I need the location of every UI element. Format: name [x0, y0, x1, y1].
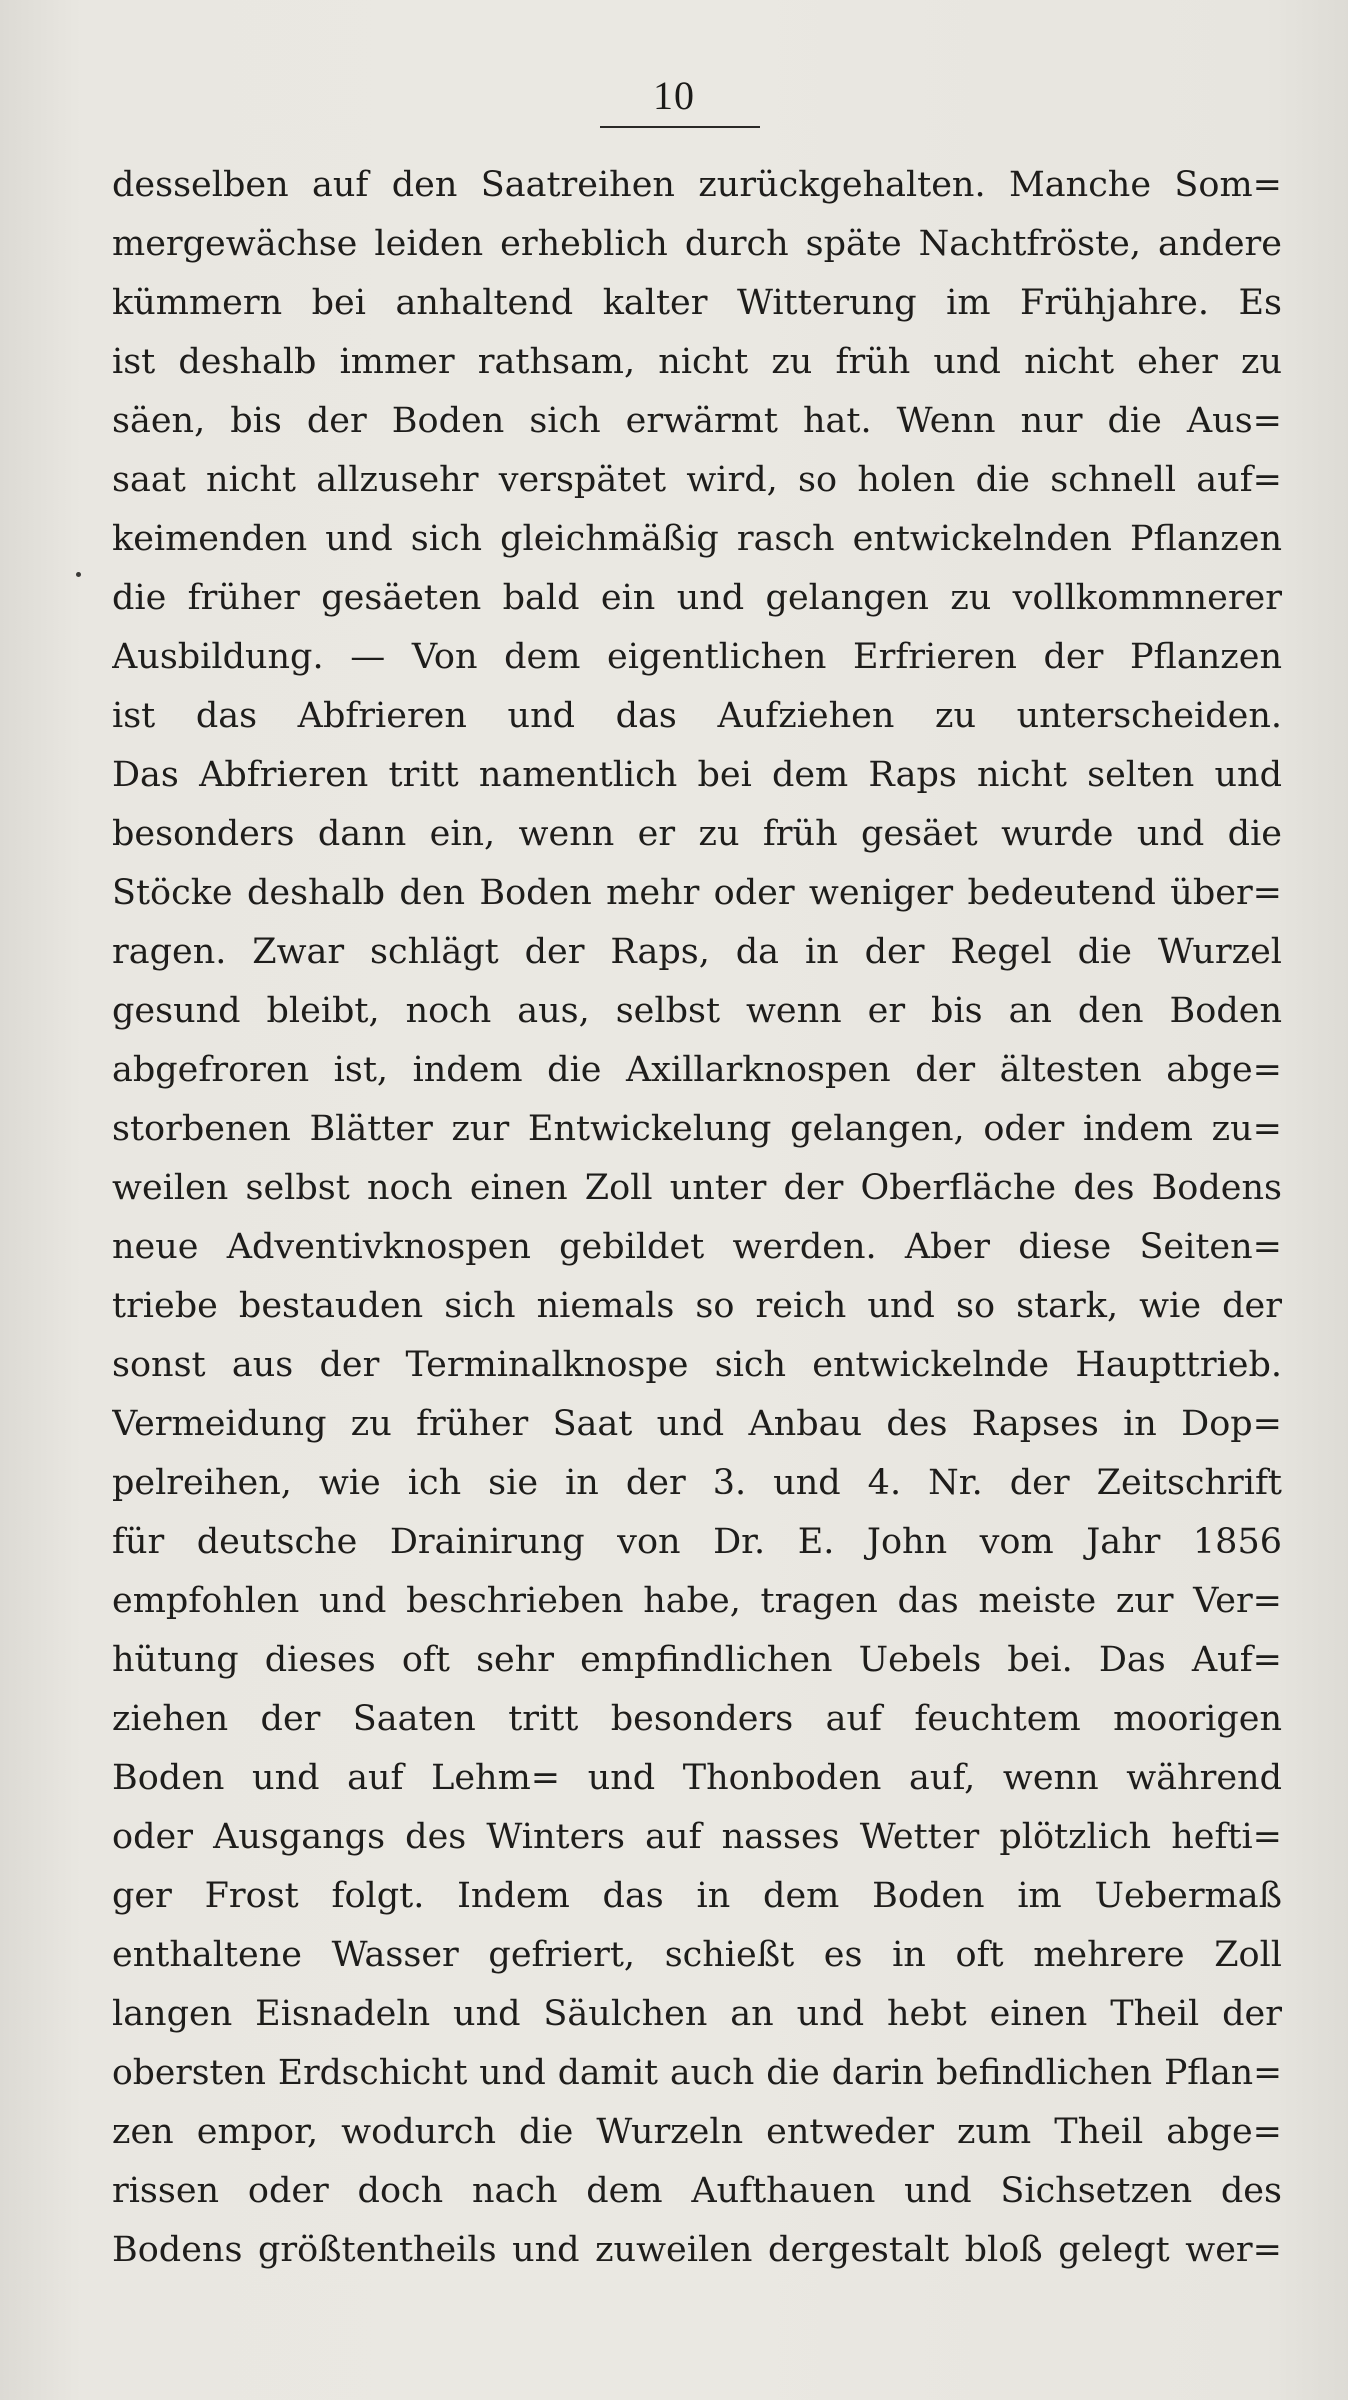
text-line: neue Adventivknospen gebildet werden. Aber diese Seiten= [112, 1227, 1282, 1267]
header-rule [600, 126, 760, 128]
text-line: abgefroren ist, indem die Axillarknospen der ältesten abge= [112, 1050, 1282, 1090]
text-line: die früher gesäeten bald ein und gelangen zu vollkommnerer [112, 578, 1282, 618]
text-line: ziehen der Saaten tritt besonders auf feuchtem moorigen [112, 1699, 1282, 1739]
text-line: für deutsche Drainirung von Dr. E. John vom Jahr 1856 [112, 1522, 1282, 1562]
text-line: hütung dieses oft sehr empfindlichen Uebels bei. Das Auf= [112, 1640, 1282, 1680]
text-line: pelreihen, wie ich sie in der 3. und 4. Nr. der Zeitschrift [112, 1463, 1282, 1503]
text-line: gesund bleibt, noch aus, selbst wenn er bis an den Boden [112, 991, 1282, 1031]
text-line: keimenden und sich gleichmäßig rasch entwickelnden Pflanzen [112, 519, 1282, 559]
text-line: ragen. Zwar schlägt der Raps, da in der Regel die Wurzel [112, 932, 1282, 972]
text-line: ist das Abfrieren und das Aufziehen zu unterscheiden. [112, 696, 1282, 736]
body-text [112, 156, 1282, 2280]
text-line: Das Abfrieren tritt namentlich bei dem Raps nicht selten und [112, 755, 1282, 795]
text-line: kümmern bei anhaltend kalter Witterung im Frühjahre. Es [112, 283, 1282, 323]
text-line: triebe bestauden sich niemals so reich und so stark, wie der [112, 1286, 1282, 1326]
text-line: Vermeidung zu früher Saat und Anbau des Rapses in Dop= [112, 1404, 1282, 1444]
text-line: desselben auf den Saatreihen zurückgehalten. Manche Som= [112, 165, 1282, 205]
text-line: langen Eisnadeln und Säulchen an und hebt einen Theil der [112, 1994, 1282, 2034]
text-line: sonst aus der Terminalknospe sich entwickelnde Haupttrieb. [112, 1345, 1282, 1385]
text-line: Boden und auf Lehm= und Thonboden auf, wenn während [112, 1758, 1282, 1798]
text-line: enthaltene Wasser gefriert, schießt es in oft mehrere Zoll [112, 1935, 1282, 1975]
text-line: ist deshalb immer rathsam, nicht zu früh und nicht eher zu [112, 342, 1282, 382]
text-line: saat nicht allzusehr verspätet wird, so holen die schnell auf= [112, 460, 1282, 500]
margin-mark [76, 572, 81, 577]
text-line: ger Frost folgt. Indem das in dem Boden im Uebermaß [112, 1876, 1282, 1916]
text-line: obersten Erdschicht und damit auch die darin befindlichen Pflan= [112, 2053, 1282, 2093]
text-line: empfohlen und beschrieben habe, tragen das meiste zur Ver= [112, 1581, 1282, 1621]
text-line: mergewächse leiden erheblich durch späte Nachtfröste, andere [112, 224, 1282, 264]
text-line: storbenen Blätter zur Entwickelung gelangen, oder indem zu= [112, 1109, 1282, 1149]
text-line: rissen oder doch nach dem Aufthauen und Sichsetzen des [112, 2171, 1282, 2211]
text-line: zen empor, wodurch die Wurzeln entweder zum Theil abge= [112, 2112, 1282, 2152]
text-line: oder Ausgangs des Winters auf nasses Wetter plötzlich hefti= [112, 1817, 1282, 1857]
page-number: 10 [653, 73, 695, 118]
text-line: Stöcke deshalb den Boden mehr oder weniger bedeutend über= [112, 873, 1282, 913]
text-line: Ausbildung. — Von dem eigentlichen Erfrieren der Pflanzen [112, 637, 1282, 677]
text-line: säen, bis der Boden sich erwärmt hat. Wenn nur die Aus= [112, 401, 1282, 441]
text-line: Bodens größtentheils und zuweilen dergestalt bloß gelegt wer= [112, 2230, 1282, 2270]
text-line: besonders dann ein, wenn er zu früh gesäet wurde und die [112, 814, 1282, 854]
text-line: weilen selbst noch einen Zoll unter der Oberfläche des Bodens [112, 1168, 1282, 1208]
